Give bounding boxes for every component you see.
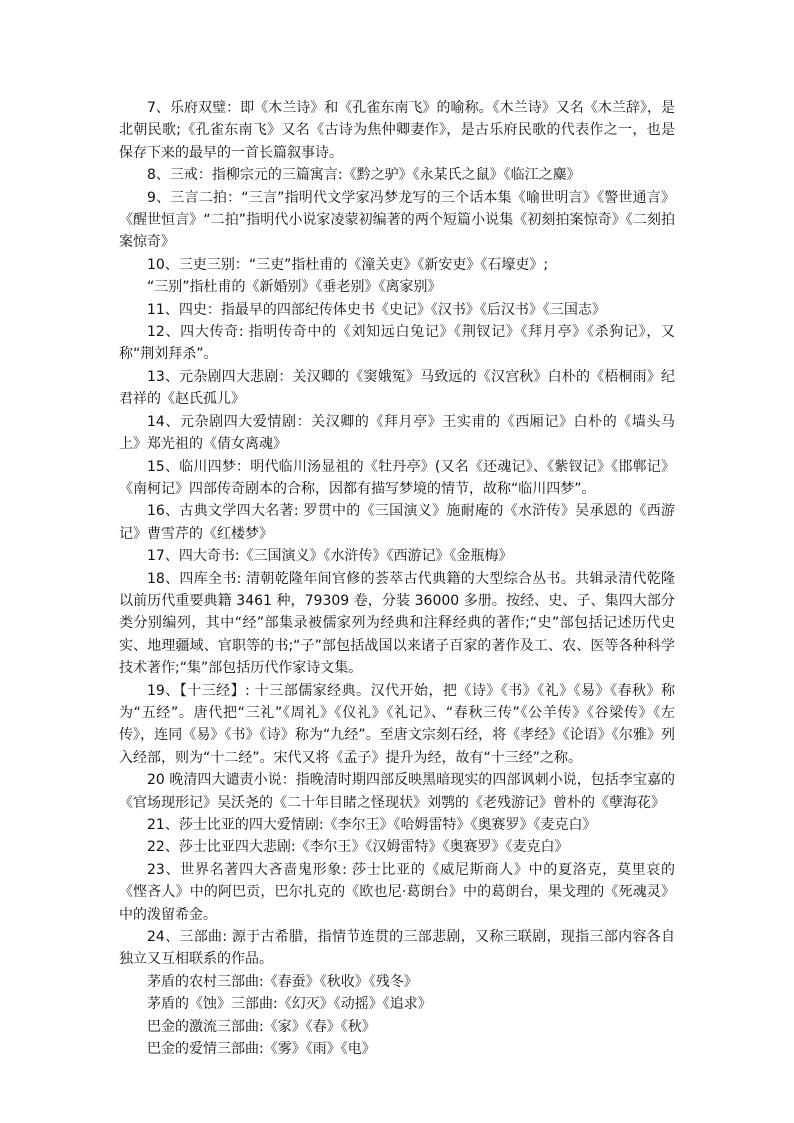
paragraph-item-12: 12、四大传奇: 指明传奇中的《刘知远白兔记》《荆钗记》《拜月亭》《杀狗记》，又称“荆刘拜杀”。 [119, 324, 675, 363]
paragraph-item-16: 16、古典文学四大名著: 罗贯中的《三国演义》施耐庵的《水浒传》吴承恩的《西游记》曹雪芹的《红楼梦》 [119, 503, 675, 542]
paragraph-item-18: 18、四库全书: 清朝乾隆年间官修的荟萃古代典籍的大型综合丛书。共辑录清代乾隆以前历代重要典籍 3461 种，79309 卷，分装 36000 多册。按经、史、子、集四大部分类分别编列，其中“经”部集录被儒家列为经典和注释经典的著作;“史”部包括记述历代史实、地理疆域、官职等的书;“子”部包括战国以来诸子百家的著作及工、农、医等各种科学技术著作;“集”部包括历代作家诗文集。 [119, 570, 675, 677]
trilogy-list-item: 巴金的爱情三部曲:《雾》《雨》《电》 [147, 1041, 376, 1058]
paragraph-item-24: 24、三部曲: 源于古希腊，指情节连贯的三部悲剧，又称三联剧，现指三部内容各自独立又互相联系的作品。 [119, 929, 675, 968]
paragraph-item-21: 21、莎士比亚的四大爱情剧:《李尔王》《哈姆雷特》《奥赛罗》《麦克白》 [147, 817, 597, 833]
document-body [119, 97, 675, 1060]
paragraph-item-20: 20 晚清四大谴责小说：指晚清时期四部反映黑暗现实的四部讽刺小说，包括李宝嘉的《官场现形记》吴沃尧的《二十年目睹之怪现状》刘鹗的《老残游记》曾朴的《孽海花》 [119, 772, 675, 811]
paragraph-item-11: 11、四史：指最早的四部纪传体史书《史记》《汉书》《后汉书》《三国志》 [147, 301, 606, 318]
trilogy-list-item: 巴金的激流三部曲:《家》《春》《秋》 [147, 1018, 376, 1035]
trilogy-list-item: 茅盾的农村三部曲:《春蚕》《秋收》《残冬》 [147, 973, 418, 990]
paragraph-item-8: 8、三戒：指柳宗元的三篇寓言:《黔之驴》《永某氏之鼠》《临江之麋》 [147, 167, 581, 184]
paragraph-item-13: 13、元杂剧四大悲剧：关汉卿的《窦娥冤》马致远的《汉宫秋》白朴的《梧桐雨》纪君祥的《赵氏孤儿》 [119, 368, 675, 408]
paragraph-item-9: 9、三言二拍：“三言”指明代文学家冯梦龙写的三个话本集《喻世明言》《警世通言》《醒世恒言》“二拍”指明代小说家凌蒙初编著的两个短篇小说集《初刻拍案惊奇》《二刻拍案惊奇》 [119, 189, 675, 251]
paragraph-item-14: 14、元杂剧四大爱情剧：关汉卿的《拜月亭》王实甫的《西厢记》白朴的《墙头马上》郑光祖的《倩女离魂》 [119, 413, 675, 453]
paragraph-item-15: 15、临川四梦：明代临川汤显祖的《牡丹亭》(又名《还魂记》、《紫钗记》《邯郸记》《南柯记》四部传奇剧本的合称，因都有描写梦境的情节，故称“临川四梦”。 [119, 458, 675, 497]
paragraph-item-7: 7、乐府双璧：即《木兰诗》和《孔雀东南飞》的喻称。《木兰诗》又名《木兰辞》，是北朝民歌;《孔雀东南飞》又名《古诗为焦仲卿妻作》，是古乐府民歌的代表作之一，也是保存下来的最早的一首长篇叙事诗。 [119, 100, 675, 161]
paragraph-item-10-continued: “三别”指杜甫的《新婚别》《垂老别》《离家别》 [147, 279, 442, 296]
paragraph-item-19: 19、【十三经】: 十三部儒家经典。汉代开始，把《诗》《书》《礼》《易》《春秋》称为“五经”。唐代把“三礼”《周礼》《仪礼》《礼记》、“春秋三传”《公羊传》《谷梁传》《左传》，连同《易》《书》《诗》称为“九经”。至唐文宗刻石经，将《孝经》《论语》《尔雅》列入经部，则为“十二经”。宋代又将《孟子》提升为经，故有“十三经”之称。 [119, 682, 675, 766]
paragraph-item-10: 10、三吏三别：“三吏”指杜甫的《潼关吏》《新安吏》《石壕吏》; [147, 256, 549, 273]
paragraph-item-23: 23、世界名著四大吝啬鬼形象: 莎士比亚的《威尼斯商人》中的夏洛克，莫里哀的《悭吝人》中的阿巴贡，巴尔扎克的《欧也尼·葛朗台》中的葛朗台，果戈理的《死魂灵》中的泼留希金。 [119, 861, 675, 923]
trilogy-list-item: 茅盾的《蚀》三部曲:《幻灭》《动摇》《追求》 [147, 996, 432, 1013]
paragraph-item-17: 17、四大奇书:《三国演义》《水浒传》《西游记》《金瓶梅》 [147, 548, 513, 565]
paragraph-item-22: 22、莎士比亚四大悲剧:《李尔王》《汉姆雷特》《奥赛罗》《麦克白》 [147, 839, 569, 856]
